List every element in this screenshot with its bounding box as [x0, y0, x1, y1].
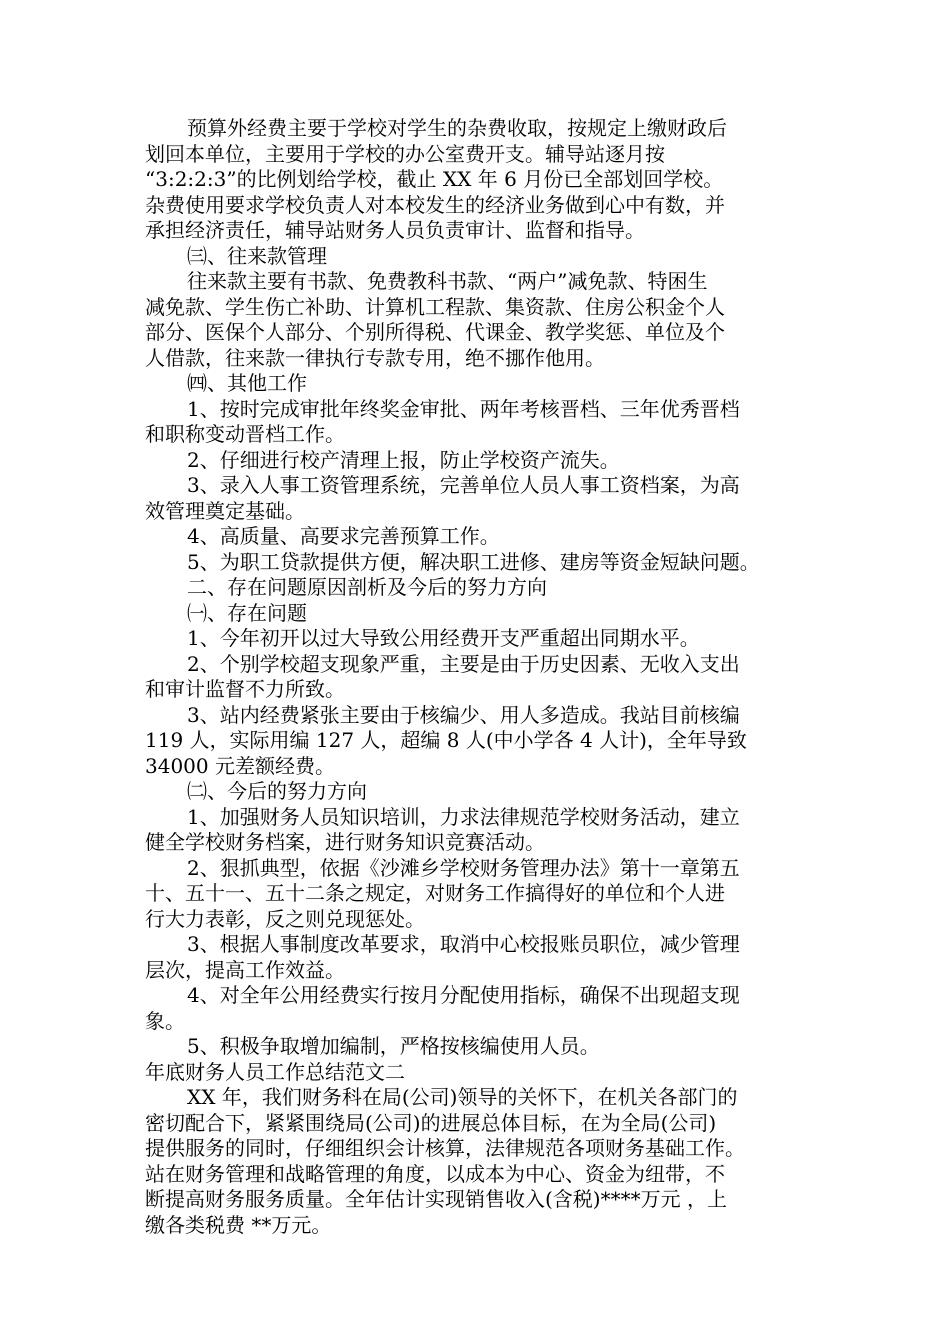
- text-line: 年底财务人员工作总结范文二: [145, 1059, 405, 1084]
- text-line: 4、对全年公用经费实行按月分配使用指标，确保不出现超支现: [187, 983, 740, 1007]
- text-line: 2、仔细进行校产清理上报，防止学校资产流失。: [187, 447, 620, 472]
- text-line: 5、积极争取增加编制，严格按核编使用人员。: [187, 1034, 600, 1058]
- text-line: 行大力表彰，反之则兑现惩处。: [145, 906, 425, 931]
- text-line: “3:2:2:3”的比例划给学校，截止 XX 年 6 月份已全部划回学校。: [145, 167, 724, 191]
- text-line: 4、高质量、高要求完善预算工作。: [187, 524, 500, 548]
- text-line: 和职称变动晋档工作。: [145, 422, 345, 446]
- text-line: 杂费使用要求学校负责人对本校发生的经济业务做到心中有数，并: [145, 192, 725, 217]
- text-line: 密切配合下，紧紧围绕局(公司)的进展总体目标，在为全局(公司): [145, 1110, 717, 1135]
- text-line: 承担经济责任，辅导站财务人员负责审计、监督和指导。: [145, 218, 645, 242]
- text-line: 二、存在问题原因剖析及今后的努力方向: [187, 575, 547, 599]
- text-line: 5、为职工贷款提供方便，解决职工进修、建房等资金短缺问题。: [187, 549, 760, 574]
- text-line: 1、加强财务人员知识培训，力求法律规范学校财务活动，建立: [187, 804, 740, 829]
- text-line: 象。: [145, 1008, 185, 1033]
- text-line: 3、根据人事制度改革要求，取消中心校报账员职位，减少管理: [187, 932, 740, 956]
- text-line: 1、按时完成审批年终奖金审批、两年考核晋档、三年优秀晋档: [187, 396, 740, 421]
- text-line: 效管理奠定基础。: [145, 498, 305, 523]
- text-line: 人借款，往来款一律执行专款专用，绝不挪作他用。: [145, 345, 605, 370]
- text-line: ㈡、今后的努力方向: [187, 779, 367, 803]
- text-line: 2、个别学校超支现象严重，主要是由于历史因素、无收入支出: [187, 651, 740, 676]
- text-line: 部分、医保个人部分、个别所得税、代课金、教学奖惩、单位及个: [145, 320, 725, 344]
- text-line: 站在财务管理和战略管理的角度，以成本为中心、资金为纽带，不: [145, 1161, 725, 1186]
- text-line: 健全学校财务档案，进行财务知识竞赛活动。: [145, 830, 545, 854]
- text-line: XX 年，我们财务科在局(公司)领导的关怀下，在机关各部门的: [187, 1085, 738, 1109]
- text-line: ㈣、其他工作: [187, 371, 307, 395]
- text-line: 和审计监督不力所致。: [145, 677, 345, 701]
- text-line: 减免款、学生伤亡补助、计算机工程款、集资款、住房公积金个人: [145, 294, 725, 319]
- text-line: 划回本单位，主要用于学校的办公室费开支。辅导站逐月按: [145, 141, 665, 166]
- text-line: 2、狠抓典型，依据《沙滩乡学校财务管理办法》第十一章第五: [187, 855, 740, 880]
- text-line: 预算外经费主要于学校对学生的杂费收取，按规定上缴财政后: [187, 116, 727, 140]
- text-line: 缴各类税费 **万元。: [145, 1212, 332, 1237]
- text-line: 往来款主要有书款、免费教科书款、“两户”减免款、特困生: [187, 269, 708, 293]
- text-line: 119 人，实际用编 127 人，超编 8 人(中小学各 4 人计)，全年导致: [145, 728, 747, 752]
- text-line: 34000 元差额经费。: [145, 753, 335, 778]
- text-line: 提供服务的同时，仔细组织会计核算，法律规范各项财务基础工作。: [145, 1136, 745, 1160]
- text-line: 3、站内经费紧张主要由于核编少、用人多造成。我站目前核编: [187, 702, 740, 727]
- text-line: 层次，提高工作效益。: [145, 957, 345, 982]
- text-line: 3、录入人事工资管理系统，完善单位人员人事工资档案，为高: [187, 473, 740, 497]
- text-line: ㈠、存在问题: [187, 600, 307, 625]
- text-line: 十、五十一、五十二条之规定，对财务工作搞得好的单位和个人进: [145, 881, 725, 905]
- text-line: 1、今年初开以过大导致公用经费开支严重超出同期水平。: [187, 626, 700, 650]
- text-line: 断提高财务服务质量。全年估计实现销售收入(含税)****万元 ，上: [145, 1187, 727, 1211]
- text-line: ㈢、往来款管理: [187, 243, 327, 268]
